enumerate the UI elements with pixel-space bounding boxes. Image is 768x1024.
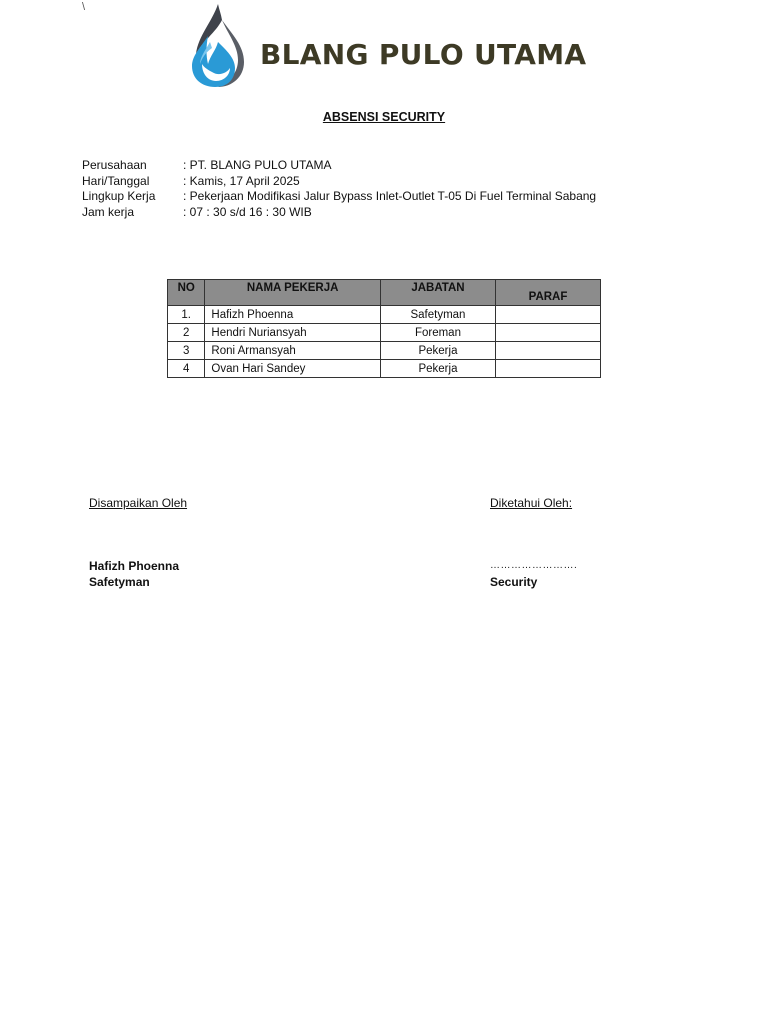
submitter-role: Safetyman xyxy=(89,575,150,589)
signature-right-heading-block xyxy=(490,496,572,510)
cell-name: Roni Armansyah xyxy=(205,342,381,360)
table-row xyxy=(168,342,601,360)
attendance-table xyxy=(167,279,601,378)
cell-job: Pekerja xyxy=(380,342,495,360)
info-value: : PT. BLANG PULO UTAMA xyxy=(183,158,332,172)
cell-signature xyxy=(496,306,601,324)
cell-no: 3 xyxy=(168,342,205,360)
cell-no: 4 xyxy=(168,360,205,378)
acknowledger-role: Security xyxy=(490,575,538,589)
info-row-hours xyxy=(82,205,596,221)
table-row xyxy=(168,306,601,324)
table-header-row xyxy=(168,280,601,306)
stray-mark: \ xyxy=(82,1,86,13)
cell-signature xyxy=(496,342,601,360)
signature-right-name-block xyxy=(490,558,577,590)
cell-signature xyxy=(496,324,601,342)
info-value: : 07 : 30 s/d 16 : 30 WIB xyxy=(183,204,312,219)
info-value: : Kamis, 17 April 2025 xyxy=(183,173,300,188)
info-label: Lingkup Kerja xyxy=(82,189,156,203)
company-logo xyxy=(188,2,586,88)
column-header-job: JABATAN xyxy=(380,280,495,306)
signature-placeholder-dots: ……………………. xyxy=(490,560,578,571)
table-row xyxy=(168,360,601,378)
signature-left-name-block xyxy=(89,558,179,590)
cell-name: Hafizh Phoenna xyxy=(205,306,381,324)
info-label: Perusahaan xyxy=(82,158,147,172)
cell-signature xyxy=(496,360,601,378)
submitted-by-heading: Disampaikan Oleh xyxy=(89,496,188,510)
column-header-no: NO xyxy=(168,280,205,306)
cell-no: 1. xyxy=(168,306,205,324)
column-header-signature: PARAF xyxy=(496,280,601,306)
info-row-company xyxy=(82,158,596,174)
cell-name: Hendri Nuriansyah xyxy=(205,324,381,342)
document-title: ABSENSI SECURITY xyxy=(322,110,446,124)
cell-job: Foreman xyxy=(380,324,495,342)
cell-name: Ovan Hari Sandey xyxy=(205,360,381,378)
info-section xyxy=(82,158,596,220)
cell-no: 2 xyxy=(168,324,205,342)
company-name-logo-text: BLANG PULO UTAMA xyxy=(260,37,587,71)
info-label: Jam kerja xyxy=(82,204,135,219)
submitter-name: Hafizh Phoenna xyxy=(89,559,180,573)
info-label: Hari/Tanggal xyxy=(82,173,150,188)
info-row-scope xyxy=(82,189,596,205)
info-value: : Pekerjaan Modifikasi Jalur Bypass Inlet-Outlet T-05 Di Fuel Terminal Sabang xyxy=(183,189,597,203)
cell-job: Safetyman xyxy=(380,306,495,324)
column-header-name: NAMA PEKERJA xyxy=(205,280,381,306)
table-row xyxy=(168,324,601,342)
signature-left-heading-block xyxy=(89,496,187,510)
info-row-date xyxy=(82,174,596,190)
cell-job: Pekerja xyxy=(380,360,495,378)
acknowledged-by-heading: Diketahui Oleh: xyxy=(490,496,573,510)
water-drop-icon xyxy=(188,2,246,88)
